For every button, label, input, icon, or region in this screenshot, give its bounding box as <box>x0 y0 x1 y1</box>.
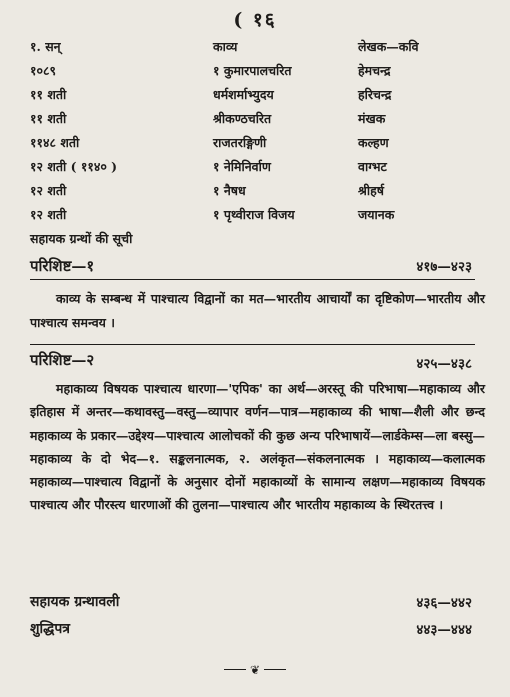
table-cell-work: १ नैषध <box>213 183 246 198</box>
shuddhipatra-pages: ४४३—४४४ <box>416 622 472 638</box>
sahayak-suchi-heading: सहायक ग्रन्थों की सूची <box>30 231 133 246</box>
table-cell-work: १ नेमिनिर्वाण <box>213 159 271 174</box>
table-cell-year: १२ शती ( ११४० ) <box>30 159 118 174</box>
table-cell-year: १२ शती <box>30 183 67 198</box>
table-cell-work: राजतरङ्गिणी <box>213 135 267 150</box>
table-cell-author: मंखक <box>358 111 386 126</box>
table-cell-author: कल्हण <box>358 135 389 150</box>
table-cell-year: ११४८ शती <box>30 135 80 150</box>
table-cell-author: वाग्भट <box>358 159 387 174</box>
granthavali-label: सहायक ग्रन्थावली <box>30 594 120 610</box>
table-cell-year: १०८९ <box>30 63 57 78</box>
divider <box>30 279 475 280</box>
table-cell-author: हरिचन्द्र <box>358 87 392 102</box>
table-cell-year: ११ शती <box>30 111 67 126</box>
table-cell-work: १ पृथ्वीराज विजय <box>213 207 295 222</box>
table-cell-work: धर्मशर्माभ्युदय <box>213 87 274 102</box>
appendix-1-pages: ४१७—४२३ <box>416 259 472 275</box>
divider <box>30 344 475 345</box>
table-cell-work: १ कुमारपालचरित <box>213 63 292 78</box>
table-cell-author: जयानक <box>358 207 395 222</box>
appendix-2-text: महाकाव्य विषयक पाश्चात्य धारणा—'एपिक' का अर्थ—अरस्तू की परिभाषा—महाकाव्य और इतिहास में अन्तर—कथावस्तु—वस्तु—व्यापार वर्णन—पात्र—महाकाव्य की भाषा—शैली और छन्द महाकाव्य के प्रकार—उद्देश्य—पाश्चात्य आलोचकों की कुछ अन्य परिभाषायें—लार्डकेम्स—ला बस्सु—महाकाव्य के दो भेद—१. सङ्कलनात्मक, २. अलंकृत—संकलनात्मक । महाकाव्य—कलात्मक महाकाव्य—पाश्चात्य विद्वानों के अनुसार दोनों महाकाव्यों के सामान्य लक्षण—महाकाव्य विषयक पाश्चात्य और पौरस्त्य धारणाओं की तुलना—पाश्चात्य और भारतीय महाकाव्य के स्थिरतत्त्व । <box>30 381 485 513</box>
table-header-author: लेखक—कवि <box>358 39 419 54</box>
appendix-1-title: परिशिष्ट—१ <box>30 257 95 275</box>
appendix-2-pages: ४२५—४३८ <box>416 356 472 372</box>
shuddhipatra-label: शुद्धिपत्र <box>30 621 71 637</box>
appendix-2-title: परिशिष्ट—२ <box>30 351 95 369</box>
granthavali-pages: ४३६—४४२ <box>416 595 472 611</box>
page-number: ( १६ <box>233 9 277 31</box>
table-cell-year: १२ शती <box>30 207 67 222</box>
table-header-year: १. सन् <box>30 39 61 54</box>
table-cell-author: हेमचन्द्र <box>358 63 391 78</box>
table-cell-work: श्रीकण्ठचरित <box>213 111 272 126</box>
table-header-work: काव्य <box>213 39 238 54</box>
appendix-1-text: काव्य के सम्बन्ध में पाश्चात्य विद्वानों का मत—भारतीय आचार्यों का दृष्टिकोण—भारतीय और पाश्चात्य समन्वय । <box>30 291 485 330</box>
table-cell-year: ११ शती <box>30 87 67 102</box>
table-cell-author: श्रीहर्ष <box>358 183 384 198</box>
fleuron-icon: ❦ <box>249 662 261 677</box>
ornament <box>0 662 510 677</box>
